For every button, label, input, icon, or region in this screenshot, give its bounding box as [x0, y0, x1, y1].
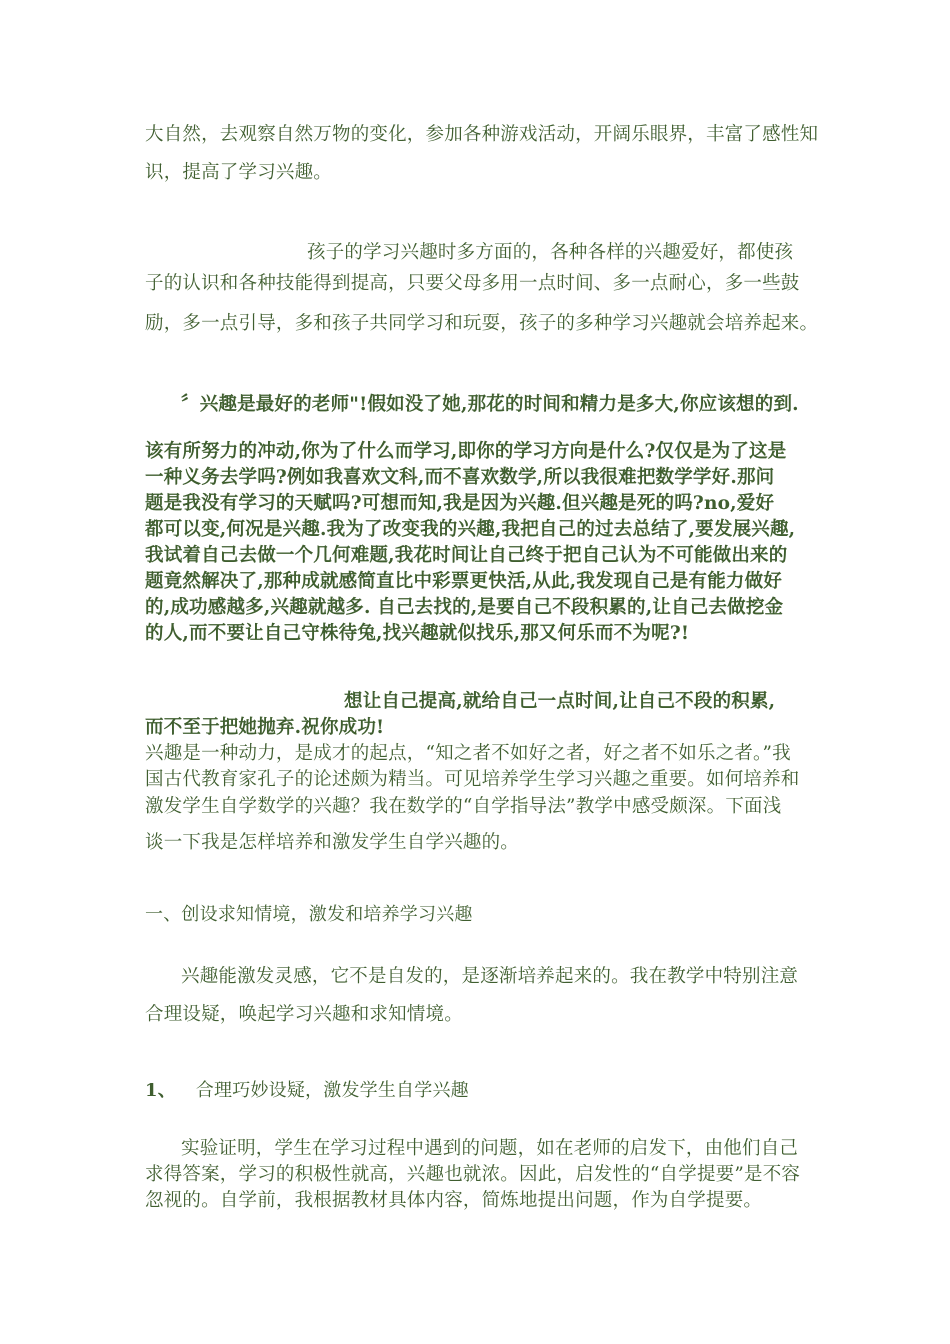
text-line: 求得答案，学习的积极性就高，兴趣也就浓。因此，启发性的“自学提要”是不容 — [145, 1164, 801, 1185]
subsection-number: 1、 — [145, 1080, 176, 1101]
text-line: 忽视的。自学前，我根据教材具体内容，简炼地提出问题，作为自学提要。 — [145, 1190, 763, 1211]
text-line: 兴趣能激发灵感，它不是自发的，是逐渐培养起来的。我在教学中特别注意 — [181, 966, 799, 987]
text-line: 的,成功感越多,兴趣就越多. 自己去找的,是要自己不段积累的,让自己去做挖金 — [145, 597, 784, 618]
subsection-title: 合理巧妙设疑，激发学生自学兴趣 — [195, 1080, 469, 1101]
text-line: 的人,而不要让自己守株待兔,找兴趣就似找乐,那又何乐而不为呢?! — [145, 623, 690, 644]
text-line: 一种义务去学吗?例如我喜欢文科,而不喜欢数学,所以我很难把数学学好.那问 — [145, 467, 775, 488]
text-line: 激发学生自学数学的兴趣？我在数学的“自学指导法”教学中感受颇深。下面浅 — [145, 796, 782, 817]
text-line: 题竟然解决了,那种成就感简直比中彩票更快活,从此,我发现自己是有能力做好 — [145, 571, 783, 592]
text-line: 题是我没有学习的天赋吗?可想而知,我是因为兴趣.但兴趣是死的吗?no,爱好 — [145, 493, 775, 514]
text-line: 而不至于把她抛弃.祝你成功! — [145, 717, 385, 738]
text-line: 该有所努力的冲动,你为了什么而学习,即你的学习方向是什么?仅仅是为了这是 — [145, 441, 787, 462]
text-line: 合理设疑，唤起学习兴趣和求知情境。 — [145, 1004, 463, 1025]
text-line: 兴趣是一种动力，是成才的起点，“知之者不如好之者，好之者不如乐之者。”我 — [145, 743, 791, 764]
text-line: 识，提高了学习兴趣。 — [145, 162, 333, 183]
text-line: 实验证明，学生在学习过程中遇到的问题，如在老师的启发下，由他们自己 — [181, 1138, 799, 1159]
text-line: 想让自己提高,就给自己一点时间,让自己不段的积累, — [344, 691, 776, 712]
text-line: 大自然，去观察自然万物的变化，参加各种游戏活动，开阔乐眼界，丰富了感性知 — [145, 124, 819, 145]
text-line: 孩子的学习兴趣时多方面的，各种各样的兴趣爱好，都使孩 — [307, 242, 794, 263]
text-line: 都可以变,何况是兴趣.我为了改变我的兴趣,我把自己的过去总结了,要发展兴趣, — [145, 519, 796, 540]
text-line: 谈一下我是怎样培养和激发学生自学兴趣的。 — [145, 832, 520, 853]
section-heading: 一、创设求知情境，激发和培养学习兴趣 — [145, 904, 473, 925]
text-line: 励，多一点引导，多和孩子共同学习和玩耍，孩子的多种学习兴趣就会培养起来。 — [145, 313, 819, 334]
text-line: 我试着自己去做一个几何难题,我花时间让自己终于把自己认为不可能做出来的 — [145, 545, 788, 566]
text-line: 子的认识和各种技能得到提高，只要父母多用一点时间、多一点耐心，多一些鼓 — [145, 273, 800, 294]
subsection-heading — [145, 1079, 469, 1103]
text-line: 国古代教育家孔子的论述颇为精当。可见培养学生学习兴趣之重要。如何培养和 — [145, 769, 800, 790]
text-line: 〞兴趣是最好的老师"!假如没了她,那花的时间和精力是多大,你应该想的到. — [181, 394, 799, 415]
